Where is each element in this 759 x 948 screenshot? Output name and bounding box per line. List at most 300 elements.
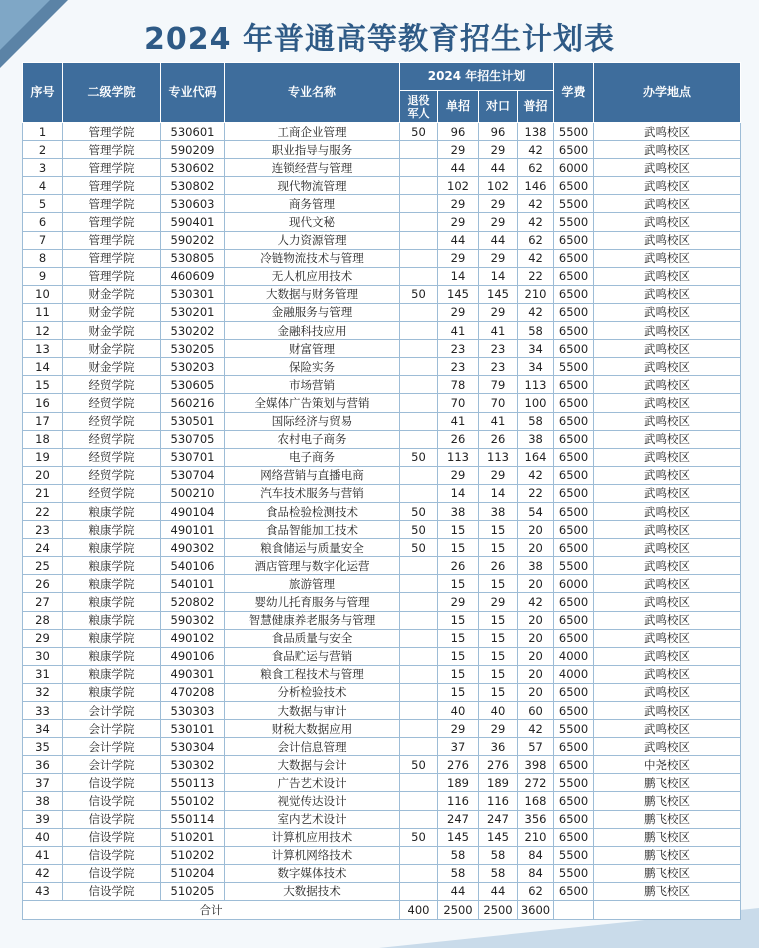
cell-college: 粮康学院: [63, 575, 161, 593]
cell-single: 44: [438, 882, 479, 900]
cell-general: 84: [518, 864, 554, 882]
table-row: [23, 159, 741, 177]
cell-general: 164: [518, 448, 554, 466]
cell-veteran: 50: [400, 448, 438, 466]
cell-location: 武鸣校区: [594, 177, 741, 195]
cell-major-name: 食品智能加工技术: [225, 521, 400, 539]
header-location: 办学地点: [594, 63, 741, 123]
header-veteran: 退役军人: [400, 91, 438, 123]
cell-fee: 5500: [554, 123, 594, 141]
table-row: [23, 557, 741, 575]
header-code: 专业代码: [161, 63, 225, 123]
cell-single: 40: [438, 702, 479, 720]
cell-location: 武鸣校区: [594, 285, 741, 303]
cell-major-name: 室内艺术设计: [225, 810, 400, 828]
cell-college: 会计学院: [63, 738, 161, 756]
cell-dual: 36: [479, 738, 518, 756]
cell-location: 武鸣校区: [594, 303, 741, 321]
cell-veteran: [400, 611, 438, 629]
cell-seq: 30: [23, 647, 63, 665]
cell-seq: 36: [23, 756, 63, 774]
cell-seq: 27: [23, 593, 63, 611]
cell-location: 武鸣校区: [594, 430, 741, 448]
cell-college: 财金学院: [63, 285, 161, 303]
cell-seq: 10: [23, 285, 63, 303]
cell-seq: 12: [23, 322, 63, 340]
cell-fee: 6500: [554, 629, 594, 647]
cell-single: 15: [438, 539, 479, 557]
cell-major-name: 金融服务与管理: [225, 303, 400, 321]
cell-college: 信设学院: [63, 828, 161, 846]
cell-major-name: 职业指导与服务: [225, 141, 400, 159]
cell-veteran: [400, 213, 438, 231]
total-dual: 2500: [479, 901, 518, 920]
cell-dual: 15: [479, 629, 518, 647]
cell-seq: 34: [23, 720, 63, 738]
cell-code: 530805: [161, 249, 225, 267]
cell-dual: 14: [479, 484, 518, 502]
cell-code: 490101: [161, 521, 225, 539]
cell-major-name: 国际经济与贸易: [225, 412, 400, 430]
table-row: [23, 195, 741, 213]
table-row: [23, 394, 741, 412]
cell-college: 经贸学院: [63, 484, 161, 502]
cell-code: 530301: [161, 285, 225, 303]
cell-seq: 19: [23, 448, 63, 466]
cell-code: 530203: [161, 358, 225, 376]
cell-college: 粮康学院: [63, 502, 161, 520]
cell-fee: 6500: [554, 466, 594, 484]
cell-dual: 41: [479, 412, 518, 430]
cell-college: 信设学院: [63, 846, 161, 864]
cell-location: 鹏飞校区: [594, 792, 741, 810]
cell-seq: 17: [23, 412, 63, 430]
table-row: [23, 231, 741, 249]
cell-seq: 25: [23, 557, 63, 575]
cell-general: 62: [518, 882, 554, 900]
cell-major-name: 无人机应用技术: [225, 267, 400, 285]
cell-general: 398: [518, 756, 554, 774]
cell-college: 粮康学院: [63, 539, 161, 557]
cell-seq: 2: [23, 141, 63, 159]
cell-veteran: [400, 358, 438, 376]
cell-major-name: 广告艺术设计: [225, 774, 400, 792]
cell-seq: 4: [23, 177, 63, 195]
cell-fee: 6000: [554, 575, 594, 593]
cell-veteran: [400, 394, 438, 412]
cell-single: 145: [438, 828, 479, 846]
header-dual: 对口: [479, 91, 518, 123]
cell-fee: 6500: [554, 484, 594, 502]
table-row: [23, 647, 741, 665]
cell-fee: 6500: [554, 376, 594, 394]
cell-location: 武鸣校区: [594, 322, 741, 340]
cell-veteran: [400, 575, 438, 593]
cell-seq: 22: [23, 502, 63, 520]
cell-seq: 40: [23, 828, 63, 846]
cell-general: 84: [518, 846, 554, 864]
cell-seq: 37: [23, 774, 63, 792]
cell-dual: 14: [479, 267, 518, 285]
cell-dual: 58: [479, 846, 518, 864]
total-location-empty: [594, 901, 741, 920]
cell-college: 信设学院: [63, 882, 161, 900]
cell-major-name: 食品检验检测技术: [225, 502, 400, 520]
cell-veteran: [400, 720, 438, 738]
cell-seq: 21: [23, 484, 63, 502]
cell-fee: 5500: [554, 358, 594, 376]
cell-code: 490301: [161, 665, 225, 683]
table-body: [23, 123, 741, 901]
cell-general: 42: [518, 213, 554, 231]
cell-location: 武鸣校区: [594, 340, 741, 358]
cell-general: 272: [518, 774, 554, 792]
cell-major-name: 旅游管理: [225, 575, 400, 593]
header-seq: 序号: [23, 63, 63, 123]
table-row: [23, 882, 741, 900]
cell-major-name: 金融科技应用: [225, 322, 400, 340]
cell-fee: 5500: [554, 846, 594, 864]
cell-college: 财金学院: [63, 303, 161, 321]
cell-major-name: 网络营销与直播电商: [225, 466, 400, 484]
cell-dual: 247: [479, 810, 518, 828]
cell-single: 14: [438, 484, 479, 502]
cell-code: 460609: [161, 267, 225, 285]
cell-fee: 6500: [554, 521, 594, 539]
cell-college: 财金学院: [63, 340, 161, 358]
table-row: [23, 430, 741, 448]
cell-code: 530101: [161, 720, 225, 738]
cell-single: 102: [438, 177, 479, 195]
cell-single: 276: [438, 756, 479, 774]
cell-location: 武鸣校区: [594, 611, 741, 629]
cell-veteran: [400, 412, 438, 430]
cell-seq: 11: [23, 303, 63, 321]
cell-seq: 13: [23, 340, 63, 358]
total-label: 合计: [23, 901, 400, 920]
cell-college: 管理学院: [63, 213, 161, 231]
cell-seq: 39: [23, 810, 63, 828]
cell-single: 15: [438, 665, 479, 683]
cell-code: 530802: [161, 177, 225, 195]
cell-college: 经贸学院: [63, 430, 161, 448]
total-fee-empty: [554, 901, 594, 920]
cell-college: 管理学院: [63, 159, 161, 177]
cell-location: 武鸣校区: [594, 376, 741, 394]
cell-veteran: 50: [400, 123, 438, 141]
cell-seq: 7: [23, 231, 63, 249]
cell-major-name: 大数据与会计: [225, 756, 400, 774]
cell-college: 会计学院: [63, 702, 161, 720]
cell-code: 510204: [161, 864, 225, 882]
cell-dual: 29: [479, 720, 518, 738]
cell-seq: 1: [23, 123, 63, 141]
cell-location: 鹏飞校区: [594, 882, 741, 900]
cell-seq: 16: [23, 394, 63, 412]
cell-veteran: [400, 647, 438, 665]
table-row: [23, 846, 741, 864]
cell-dual: 44: [479, 159, 518, 177]
cell-general: 42: [518, 195, 554, 213]
cell-fee: 6500: [554, 702, 594, 720]
table-row: [23, 738, 741, 756]
table-row: [23, 141, 741, 159]
cell-general: 42: [518, 593, 554, 611]
cell-veteran: [400, 882, 438, 900]
cell-major-name: 保险实务: [225, 358, 400, 376]
cell-location: 武鸣校区: [594, 720, 741, 738]
cell-fee: 5500: [554, 557, 594, 575]
cell-general: 138: [518, 123, 554, 141]
cell-veteran: [400, 267, 438, 285]
cell-general: 62: [518, 159, 554, 177]
table-row: [23, 484, 741, 502]
cell-college: 信设学院: [63, 792, 161, 810]
cell-fee: 6500: [554, 141, 594, 159]
cell-fee: 6500: [554, 267, 594, 285]
cell-dual: 145: [479, 828, 518, 846]
cell-veteran: [400, 322, 438, 340]
cell-dual: 58: [479, 864, 518, 882]
cell-seq: 20: [23, 466, 63, 484]
total-single: 2500: [438, 901, 479, 920]
cell-major-name: 大数据与财务管理: [225, 285, 400, 303]
cell-single: 29: [438, 141, 479, 159]
cell-single: 38: [438, 502, 479, 520]
cell-location: 武鸣校区: [594, 448, 741, 466]
cell-location: 武鸣校区: [594, 484, 741, 502]
cell-dual: 70: [479, 394, 518, 412]
cell-dual: 145: [479, 285, 518, 303]
cell-veteran: [400, 557, 438, 575]
cell-location: 武鸣校区: [594, 702, 741, 720]
cell-single: 15: [438, 521, 479, 539]
cell-veteran: 50: [400, 285, 438, 303]
cell-location: 武鸣校区: [594, 665, 741, 683]
cell-dual: 15: [479, 683, 518, 701]
cell-fee: 6500: [554, 502, 594, 520]
cell-veteran: [400, 738, 438, 756]
cell-seq: 6: [23, 213, 63, 231]
cell-code: 590209: [161, 141, 225, 159]
cell-major-name: 计算机应用技术: [225, 828, 400, 846]
cell-code: 490106: [161, 647, 225, 665]
cell-general: 42: [518, 720, 554, 738]
cell-seq: 35: [23, 738, 63, 756]
cell-fee: 6500: [554, 738, 594, 756]
cell-single: 14: [438, 267, 479, 285]
cell-fee: 6500: [554, 394, 594, 412]
cell-code: 530303: [161, 702, 225, 720]
cell-veteran: [400, 810, 438, 828]
cell-college: 管理学院: [63, 141, 161, 159]
cell-code: 530205: [161, 340, 225, 358]
cell-fee: 5500: [554, 720, 594, 738]
cell-college: 信设学院: [63, 864, 161, 882]
cell-dual: 15: [479, 665, 518, 683]
cell-college: 粮康学院: [63, 593, 161, 611]
cell-fee: 6500: [554, 303, 594, 321]
cell-major-name: 财富管理: [225, 340, 400, 358]
total-row: [23, 901, 741, 920]
table-row: [23, 177, 741, 195]
cell-single: 96: [438, 123, 479, 141]
cell-seq: 24: [23, 539, 63, 557]
cell-veteran: [400, 792, 438, 810]
cell-major-name: 食品质量与安全: [225, 629, 400, 647]
cell-single: 26: [438, 430, 479, 448]
cell-single: 15: [438, 611, 479, 629]
cell-location: 鹏飞校区: [594, 828, 741, 846]
table-row: [23, 521, 741, 539]
cell-single: 78: [438, 376, 479, 394]
cell-general: 57: [518, 738, 554, 756]
cell-dual: 15: [479, 575, 518, 593]
cell-seq: 14: [23, 358, 63, 376]
cell-seq: 18: [23, 430, 63, 448]
table-row: [23, 665, 741, 683]
header-single: 单招: [438, 91, 479, 123]
cell-single: 41: [438, 322, 479, 340]
cell-dual: 23: [479, 358, 518, 376]
cell-general: 20: [518, 665, 554, 683]
cell-veteran: [400, 702, 438, 720]
cell-college: 管理学院: [63, 231, 161, 249]
cell-general: 20: [518, 611, 554, 629]
cell-single: 29: [438, 720, 479, 738]
cell-fee: 6500: [554, 322, 594, 340]
cell-code: 530201: [161, 303, 225, 321]
cell-college: 经贸学院: [63, 376, 161, 394]
cell-college: 粮康学院: [63, 665, 161, 683]
cell-single: 37: [438, 738, 479, 756]
cell-seq: 33: [23, 702, 63, 720]
cell-general: 42: [518, 141, 554, 159]
cell-college: 经贸学院: [63, 394, 161, 412]
cell-fee: 5500: [554, 195, 594, 213]
cell-single: 23: [438, 340, 479, 358]
cell-fee: 6500: [554, 539, 594, 557]
cell-veteran: [400, 177, 438, 195]
cell-location: 武鸣校区: [594, 466, 741, 484]
cell-veteran: [400, 249, 438, 267]
cell-code: 530501: [161, 412, 225, 430]
cell-fee: 6500: [554, 792, 594, 810]
table-row: [23, 466, 741, 484]
cell-general: 22: [518, 267, 554, 285]
cell-fee: 6500: [554, 828, 594, 846]
cell-fee: 6500: [554, 285, 594, 303]
cell-major-name: 市场营销: [225, 376, 400, 394]
header-major-name: 专业名称: [225, 63, 400, 123]
cell-single: 29: [438, 195, 479, 213]
header-general: 普招: [518, 91, 554, 123]
cell-veteran: [400, 195, 438, 213]
table-row: [23, 358, 741, 376]
table-row: [23, 828, 741, 846]
enrollment-plan-table: [22, 62, 741, 920]
cell-location: 武鸣校区: [594, 647, 741, 665]
cell-single: 23: [438, 358, 479, 376]
cell-college: 粮康学院: [63, 521, 161, 539]
cell-fee: 6500: [554, 756, 594, 774]
cell-single: 44: [438, 159, 479, 177]
cell-college: 财金学院: [63, 358, 161, 376]
cell-college: 粮康学院: [63, 647, 161, 665]
cell-general: 100: [518, 394, 554, 412]
cell-location: 武鸣校区: [594, 575, 741, 593]
cell-location: 鹏飞校区: [594, 864, 741, 882]
cell-location: 武鸣校区: [594, 195, 741, 213]
cell-code: 530304: [161, 738, 225, 756]
cell-fee: 6500: [554, 882, 594, 900]
cell-seq: 42: [23, 864, 63, 882]
cell-seq: 23: [23, 521, 63, 539]
total-veteran: 400: [400, 901, 438, 920]
cell-veteran: [400, 376, 438, 394]
cell-code: 530605: [161, 376, 225, 394]
cell-college: 粮康学院: [63, 683, 161, 701]
cell-seq: 38: [23, 792, 63, 810]
cell-dual: 116: [479, 792, 518, 810]
cell-general: 20: [518, 629, 554, 647]
cell-dual: 189: [479, 774, 518, 792]
cell-location: 武鸣校区: [594, 629, 741, 647]
cell-fee: 5500: [554, 213, 594, 231]
cell-general: 58: [518, 412, 554, 430]
table-row: [23, 303, 741, 321]
cell-veteran: [400, 231, 438, 249]
cell-location: 鹏飞校区: [594, 846, 741, 864]
table-row: [23, 539, 741, 557]
total-general: 3600: [518, 901, 554, 920]
cell-code: 530302: [161, 756, 225, 774]
cell-veteran: [400, 846, 438, 864]
cell-fee: 6500: [554, 412, 594, 430]
cell-dual: 41: [479, 322, 518, 340]
cell-college: 经贸学院: [63, 466, 161, 484]
cell-major-name: 现代文秘: [225, 213, 400, 231]
cell-single: 15: [438, 629, 479, 647]
cell-code: 530602: [161, 159, 225, 177]
cell-code: 530601: [161, 123, 225, 141]
table-row: [23, 249, 741, 267]
cell-college: 管理学院: [63, 177, 161, 195]
cell-location: 武鸣校区: [594, 593, 741, 611]
cell-fee: 6500: [554, 448, 594, 466]
cell-veteran: [400, 864, 438, 882]
cell-general: 54: [518, 502, 554, 520]
cell-location: 武鸣校区: [594, 358, 741, 376]
cell-general: 356: [518, 810, 554, 828]
cell-veteran: [400, 303, 438, 321]
cell-major-name: 视觉传达设计: [225, 792, 400, 810]
cell-dual: 15: [479, 611, 518, 629]
cell-dual: 276: [479, 756, 518, 774]
header-plan-group: 2024 年招生计划: [400, 63, 554, 91]
cell-seq: 9: [23, 267, 63, 285]
cell-general: 210: [518, 285, 554, 303]
cell-seq: 31: [23, 665, 63, 683]
cell-general: 20: [518, 521, 554, 539]
cell-location: 武鸣校区: [594, 738, 741, 756]
cell-dual: 113: [479, 448, 518, 466]
cell-major-name: 汽车技术服务与营销: [225, 484, 400, 502]
cell-major-name: 智慧健康养老服务与管理: [225, 611, 400, 629]
cell-dual: 29: [479, 593, 518, 611]
cell-veteran: [400, 340, 438, 358]
cell-code: 530202: [161, 322, 225, 340]
